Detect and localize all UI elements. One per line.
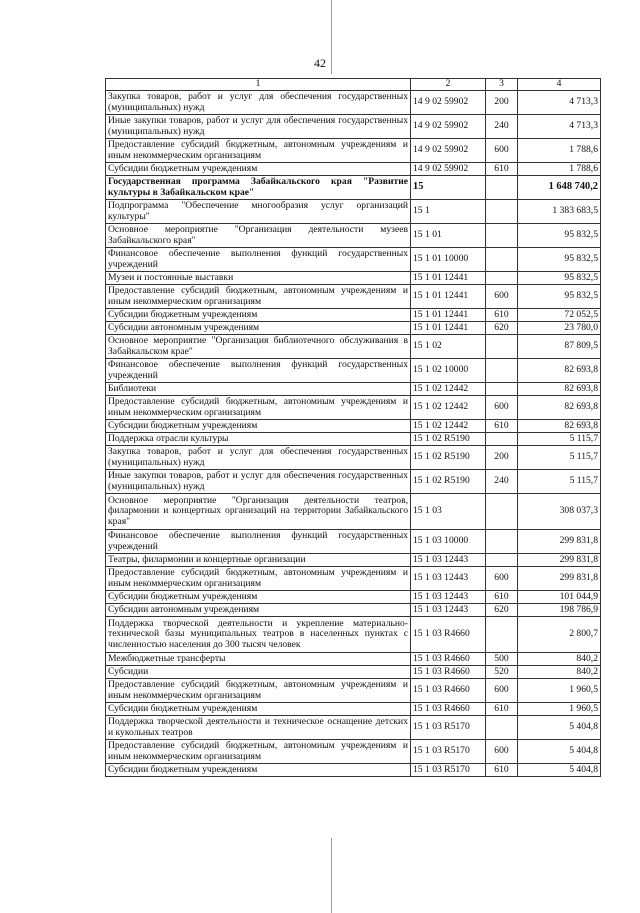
table-row <box>106 359 601 383</box>
table-row <box>106 176 601 200</box>
table-row <box>106 433 601 446</box>
table-row <box>106 703 601 716</box>
header-col-3: 3 <box>486 79 518 91</box>
header-col-4: 4 <box>518 79 601 91</box>
row-expense-type-cell <box>486 272 518 285</box>
row-amount-cell: 1 960,5 <box>518 679 601 703</box>
row-code-cell: 15 1 03 12443 <box>411 567 486 591</box>
row-amount-cell: 87 809,5 <box>518 335 601 359</box>
row-amount-cell: 95 832,5 <box>518 285 601 309</box>
row-name-cell: Основное мероприятие "Организация библиотечного обслуживания в Забайкальском крае" <box>106 335 411 359</box>
row-code-cell: 15 1 02 12442 <box>411 420 486 433</box>
row-expense-type-cell: 620 <box>486 604 518 617</box>
table-row <box>106 396 601 420</box>
row-code-cell: 15 <box>411 176 486 200</box>
table-row <box>106 383 601 396</box>
row-name-cell: Иные закупки товаров, работ и услуг для обеспечения государственных (муниципальных) нужд <box>106 115 411 139</box>
row-amount-cell: 1 788,6 <box>518 163 601 176</box>
row-code-cell: 14 9 02 59902 <box>411 139 486 163</box>
row-amount-cell: 82 693,8 <box>518 420 601 433</box>
row-amount-cell: 5 404,8 <box>518 740 601 764</box>
row-name-cell: Субсидии бюджетным учреждениям <box>106 163 411 176</box>
row-amount-cell: 5 404,8 <box>518 716 601 740</box>
row-amount-cell: 101 044,9 <box>518 591 601 604</box>
table-row <box>106 322 601 335</box>
row-code-cell: 15 1 03 12443 <box>411 604 486 617</box>
row-code-cell: 15 1 03 12443 <box>411 591 486 604</box>
row-amount-cell: 95 832,5 <box>518 224 601 248</box>
row-code-cell: 15 1 03 R4660 <box>411 666 486 679</box>
table-row <box>106 716 601 740</box>
row-amount-cell: 299 831,8 <box>518 554 601 567</box>
row-name-cell: Субсидии бюджетным учреждениям <box>106 703 411 716</box>
row-amount-cell: 95 832,5 <box>518 248 601 272</box>
row-code-cell: 15 1 02 10000 <box>411 359 486 383</box>
table-row <box>106 248 601 272</box>
table-row <box>106 617 601 653</box>
row-expense-type-cell: 600 <box>486 679 518 703</box>
table-row <box>106 91 601 115</box>
table-row <box>106 163 601 176</box>
row-code-cell: 15 1 01 12441 <box>411 285 486 309</box>
row-code-cell: 15 1 02 R5190 <box>411 433 486 446</box>
row-expense-type-cell: 610 <box>486 420 518 433</box>
table-row <box>106 554 601 567</box>
row-expense-type-cell: 610 <box>486 163 518 176</box>
row-expense-type-cell: 610 <box>486 764 518 777</box>
table-row <box>106 446 601 470</box>
row-expense-type-cell: 600 <box>486 396 518 420</box>
row-code-cell: 15 1 01 12441 <box>411 322 486 335</box>
row-code-cell: 15 1 03 R4660 <box>411 679 486 703</box>
row-expense-type-cell <box>486 716 518 740</box>
table-body <box>106 91 601 777</box>
row-code-cell: 15 1 03 R4660 <box>411 617 486 653</box>
row-name-cell: Межбюджетные трансферты <box>106 653 411 666</box>
table-row <box>106 470 601 494</box>
row-name-cell: Субсидии <box>106 666 411 679</box>
row-expense-type-cell: 600 <box>486 139 518 163</box>
row-amount-cell: 2 800,7 <box>518 617 601 653</box>
row-name-cell: Закупка товаров, работ и услуг для обеспечения государственных (муниципальных) нужд <box>106 91 411 115</box>
row-code-cell: 14 9 02 59902 <box>411 115 486 139</box>
row-expense-type-cell: 200 <box>486 446 518 470</box>
row-code-cell: 15 1 01 10000 <box>411 248 486 272</box>
row-name-cell: Финансовое обеспечение выполнения функций государственных учреждений <box>106 248 411 272</box>
table-row <box>106 740 601 764</box>
row-name-cell: Закупка товаров, работ и услуг для обеспечения государственных (муниципальных) нужд <box>106 446 411 470</box>
row-amount-cell: 5 115,7 <box>518 470 601 494</box>
table-row <box>106 309 601 322</box>
row-amount-cell: 5 115,7 <box>518 446 601 470</box>
row-amount-cell: 82 693,8 <box>518 359 601 383</box>
row-expense-type-cell: 620 <box>486 322 518 335</box>
row-code-cell: 15 1 01 <box>411 224 486 248</box>
row-name-cell: Финансовое обеспечение выполнения функций государственных учреждений <box>106 359 411 383</box>
table-row <box>106 200 601 224</box>
row-code-cell: 15 1 03 12443 <box>411 554 486 567</box>
table-row <box>106 115 601 139</box>
row-name-cell: Субсидии автономным учреждениям <box>106 604 411 617</box>
row-name-cell: Государственная программа Забайкальского края "Развитие культуры в Забайкальском крае" <box>106 176 411 200</box>
row-amount-cell: 1 383 683,5 <box>518 200 601 224</box>
row-name-cell: Субсидии бюджетным учреждениям <box>106 420 411 433</box>
row-amount-cell: 299 831,8 <box>518 567 601 591</box>
row-amount-cell: 23 780,0 <box>518 322 601 335</box>
table-row <box>106 335 601 359</box>
budget-table <box>105 78 601 777</box>
row-amount-cell: 82 693,8 <box>518 383 601 396</box>
table-row <box>106 679 601 703</box>
row-name-cell: Субсидии бюджетным учреждениям <box>106 764 411 777</box>
table-row <box>106 666 601 679</box>
row-name-cell: Предоставление субсидий бюджетным, автономным учреждениям и иным некоммерческим организациям <box>106 567 411 591</box>
row-name-cell: Субсидии бюджетным учреждениям <box>106 591 411 604</box>
row-expense-type-cell: 200 <box>486 91 518 115</box>
row-name-cell: Субсидии автономным учреждениям <box>106 322 411 335</box>
table-row <box>106 653 601 666</box>
row-name-cell: Предоставление субсидий бюджетным, автономным учреждениям и иным некоммерческим организациям <box>106 139 411 163</box>
row-name-cell: Иные закупки товаров, работ и услуг для обеспечения государственных (муниципальных) нужд <box>106 470 411 494</box>
table-row <box>106 285 601 309</box>
binding-line-bottom <box>331 838 332 913</box>
table-row <box>106 567 601 591</box>
table-row <box>106 530 601 554</box>
row-code-cell: 15 1 03 R4660 <box>411 653 486 666</box>
row-expense-type-cell <box>486 617 518 653</box>
row-code-cell: 15 1 02 <box>411 335 486 359</box>
row-name-cell: Основное мероприятие "Организация деятельности театров, филармонии и концертных организаций на территории Забайкальского края" <box>106 494 411 530</box>
row-expense-type-cell: 240 <box>486 115 518 139</box>
row-code-cell: 15 1 01 12441 <box>411 272 486 285</box>
row-code-cell: 15 1 03 R5170 <box>411 740 486 764</box>
row-amount-cell: 82 693,8 <box>518 396 601 420</box>
row-amount-cell: 4 713,3 <box>518 115 601 139</box>
row-expense-type-cell <box>486 494 518 530</box>
row-expense-type-cell <box>486 433 518 446</box>
row-amount-cell: 72 052,5 <box>518 309 601 322</box>
table-row <box>106 139 601 163</box>
row-code-cell: 15 1 03 R5170 <box>411 764 486 777</box>
row-name-cell: Подпрограмма "Обеспечение многообразия услуг организаций культуры" <box>106 200 411 224</box>
table-row <box>106 591 601 604</box>
table-row <box>106 494 601 530</box>
row-expense-type-cell: 610 <box>486 703 518 716</box>
row-expense-type-cell <box>486 335 518 359</box>
row-code-cell: 15 1 02 12442 <box>411 396 486 420</box>
row-expense-type-cell <box>486 200 518 224</box>
row-amount-cell: 5 404,8 <box>518 764 601 777</box>
row-amount-cell: 840,2 <box>518 666 601 679</box>
row-code-cell: 15 1 01 12441 <box>411 309 486 322</box>
row-code-cell: 15 1 03 10000 <box>411 530 486 554</box>
row-amount-cell: 1 788,6 <box>518 139 601 163</box>
row-expense-type-cell: 610 <box>486 591 518 604</box>
row-amount-cell: 198 786,9 <box>518 604 601 617</box>
row-amount-cell: 5 115,7 <box>518 433 601 446</box>
row-name-cell: Поддержка отрасли культуры <box>106 433 411 446</box>
row-code-cell: 15 1 03 <box>411 494 486 530</box>
table-row <box>106 272 601 285</box>
row-amount-cell: 4 713,3 <box>518 91 601 115</box>
row-expense-type-cell: 600 <box>486 740 518 764</box>
row-expense-type-cell: 610 <box>486 309 518 322</box>
row-code-cell: 15 1 02 R5190 <box>411 446 486 470</box>
row-expense-type-cell <box>486 554 518 567</box>
row-code-cell: 14 9 02 59902 <box>411 163 486 176</box>
row-amount-cell: 308 037,3 <box>518 494 601 530</box>
page-number: 42 <box>314 56 326 70</box>
table-header-row <box>106 79 601 91</box>
table-row <box>106 764 601 777</box>
row-amount-cell: 1 648 740,2 <box>518 176 601 200</box>
table-row <box>106 420 601 433</box>
row-name-cell: Субсидии бюджетным учреждениям <box>106 309 411 322</box>
row-expense-type-cell <box>486 176 518 200</box>
table-row <box>106 224 601 248</box>
row-name-cell: Музеи и постоянные выставки <box>106 272 411 285</box>
row-expense-type-cell <box>486 359 518 383</box>
row-expense-type-cell <box>486 224 518 248</box>
row-amount-cell: 1 960,5 <box>518 703 601 716</box>
row-name-cell: Библиотеки <box>106 383 411 396</box>
row-code-cell: 14 9 02 59902 <box>411 91 486 115</box>
row-expense-type-cell: 600 <box>486 567 518 591</box>
row-code-cell: 15 1 02 R5190 <box>411 470 486 494</box>
row-expense-type-cell: 500 <box>486 653 518 666</box>
row-code-cell: 15 1 <box>411 200 486 224</box>
row-name-cell: Предоставление субсидий бюджетным, автономным учреждениям и иным некоммерческим организациям <box>106 740 411 764</box>
row-code-cell: 15 1 03 R4660 <box>411 703 486 716</box>
header-col-1: 1 <box>106 79 411 91</box>
row-name-cell: Основное мероприятие "Организация деятельности музеев Забайкальского края" <box>106 224 411 248</box>
row-name-cell: Театры, филармонии и концертные организации <box>106 554 411 567</box>
row-expense-type-cell <box>486 383 518 396</box>
row-expense-type-cell: 600 <box>486 285 518 309</box>
row-code-cell: 15 1 03 R5170 <box>411 716 486 740</box>
row-name-cell: Поддержка творческой деятельности и укрепление материально-технической базы муниципальных театров в населенных пунктах с численностью населения до 300 тысяч человек <box>106 617 411 653</box>
header-col-2: 2 <box>411 79 486 91</box>
row-name-cell: Финансовое обеспечение выполнения функций государственных учреждений <box>106 530 411 554</box>
row-name-cell: Поддержка творческой деятельности и техническое оснащение детских и кукольных театров <box>106 716 411 740</box>
row-name-cell: Предоставление субсидий бюджетным, автономным учреждениям и иным некоммерческим организациям <box>106 285 411 309</box>
row-expense-type-cell <box>486 248 518 272</box>
row-name-cell: Предоставление субсидий бюджетным, автономным учреждениям и иным некоммерческим организациям <box>106 679 411 703</box>
table-row <box>106 604 601 617</box>
row-expense-type-cell <box>486 530 518 554</box>
row-expense-type-cell: 240 <box>486 470 518 494</box>
row-amount-cell: 840,2 <box>518 653 601 666</box>
row-name-cell: Предоставление субсидий бюджетным, автономным учреждениям и иным некоммерческим организациям <box>106 396 411 420</box>
row-amount-cell: 95 832,5 <box>518 272 601 285</box>
row-amount-cell: 299 831,8 <box>518 530 601 554</box>
row-code-cell: 15 1 02 12442 <box>411 383 486 396</box>
row-expense-type-cell: 520 <box>486 666 518 679</box>
